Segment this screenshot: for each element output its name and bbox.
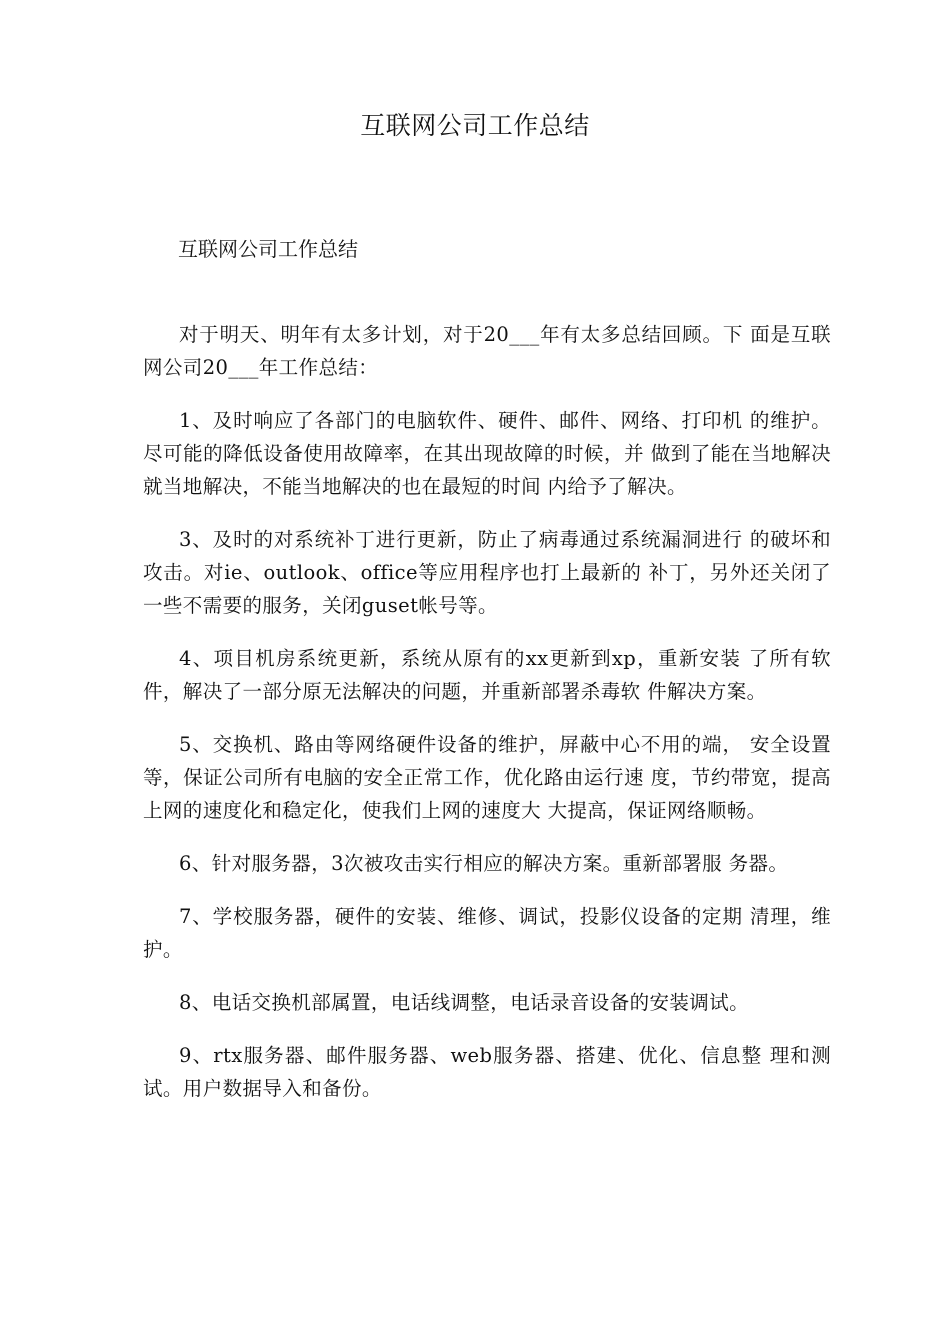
paragraph-item-3: 3、及时的对系统补丁进行更新，防止了病毒通过系统漏洞进行 的破坏和攻击。对ie、outlook、office等应用程序也打上最新的 补丁，另外还关闭了一些不需要的服务，关闭guset帐号等。 xyxy=(143,528,831,617)
paragraph-item-4: 4、项目机房系统更新，系统从原有的xx更新到xp，重新安装 了所有软件，解决了一部分原无法解决的问题，并重新部署杀毒软 件解决方案。 xyxy=(143,647,831,703)
document-body xyxy=(143,318,831,1125)
paragraph-item-8: 8、电话交换机部属置，电话线调整，电话录音设备的安装调试。 xyxy=(179,991,750,1014)
paragraph-intro: 对于明天、明年有太多计划，对于20___年有太多总结回顾。下 面是互联网公司20___年工作总结： xyxy=(143,323,831,379)
paragraph-item-1: 1、及时响应了各部门的电脑软件、硬件、邮件、网络、打印机 的维护。尽可能的降低设备使用故障率，在其出现故障的时候，并 做到了能在当地解决就当地解决，不能当地解决的也在最短的时间 内给予了解决。 xyxy=(143,409,831,498)
paragraph-item-9: 9、rtx服务器、邮件服务器、web服务器、搭建、优化、信息整 理和测试。用户数据导入和备份。 xyxy=(143,1044,831,1100)
paragraph-item-5: 5、交换机、路由等网络硬件设备的维护，屏蔽中心不用的端， 安全设置等，保证公司所有电脑的安全正常工作，优化路由运行速 度，节约带宽，提高上网的速度化和稳定化，使我们上网的速度大 大提高，保证网络顺畅。 xyxy=(143,733,831,822)
document-title: 互联网公司工作总结 xyxy=(360,111,590,140)
paragraph-item-7: 7、学校服务器，硬件的安装、维修、调试，投影仪设备的定期 清理，维护。 xyxy=(143,905,831,961)
document-subtitle: 互联网公司工作总结 xyxy=(178,237,358,261)
paragraph-item-6: 6、针对服务器，3次被攻击实行相应的解决方案。重新部署服 务器。 xyxy=(179,852,789,875)
